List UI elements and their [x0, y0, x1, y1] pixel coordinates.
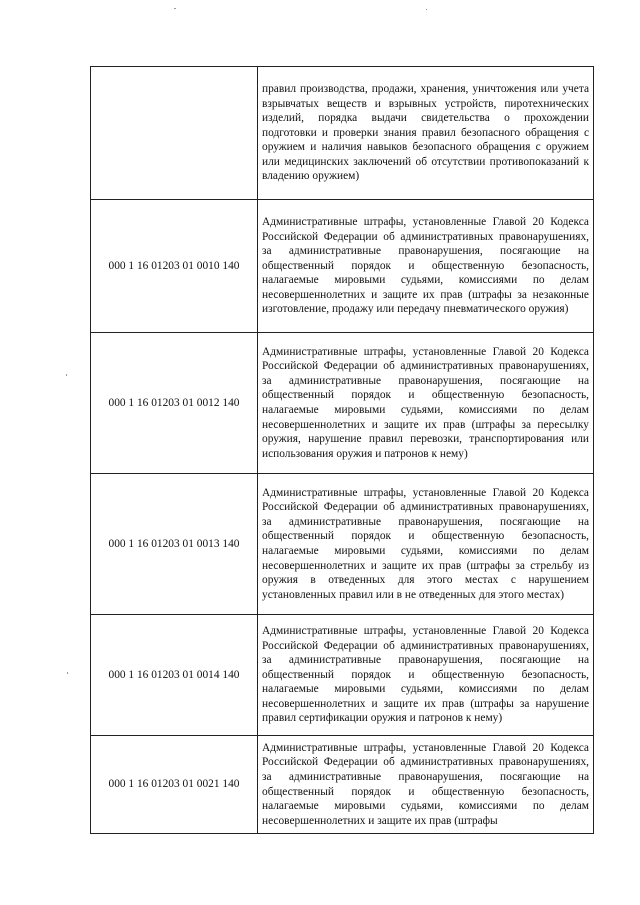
description-cell: Административные штрафы, установленные Главой 20 Кодекса Российской Федерации об административных правонарушениях, за административные правонарушения, посягающие на общественный порядок и общественную безопасность, налагаемые мировыми судьями, комиссиями по делам несовершеннолетних и защите их прав (штрафы за пересылку оружия, нарушение правил перевозки, транспортирования или использования оружия и патронов к нему) [258, 333, 594, 474]
scan-speck [66, 374, 67, 376]
scan-speck [67, 672, 68, 674]
budget-code-cell [91, 67, 258, 200]
scan-speck [174, 8, 176, 9]
budget-code-cell: 000 1 16 01203 01 0014 140 [91, 615, 258, 736]
table-row [91, 615, 594, 736]
table-row [91, 67, 594, 200]
description-cell: правил производства, продажи, хранения, уничтожения или учета взрывчатых веществ и взрывных устройств, пиротехнических изделий, порядка выдачи свидетельства о прохождении подготовки и проверки знания правил безопасного обращения с оружием и наличия навыков безопасного обращения с оружием или медицинских заключений об отсутствии противопоказаний к владению оружием) [258, 67, 594, 200]
description-cell: Административные штрафы, установленные Главой 20 Кодекса Российской Федерации об административных правонарушениях, за административные правонарушения, посягающие на общественный порядок и общественную безопасность, налагаемые мировыми судьями, комиссиями по делам несовершеннолетних и защите их прав (штрафы [258, 736, 594, 834]
budget-code-cell: 000 1 16 01203 01 0013 140 [91, 474, 258, 615]
description-cell: Административные штрафы, установленные Главой 20 Кодекса Российской Федерации об административных правонарушениях, за административные правонарушения, посягающие на общественный порядок и общественную безопасность, налагаемые мировыми судьями, комиссиями по делам несовершеннолетних и защите их прав (штрафы за незаконные изготовление, продажу или передачу пневматического оружия) [258, 200, 594, 333]
budget-code-cell: 000 1 16 01203 01 0021 140 [91, 736, 258, 834]
budget-codes-table [90, 66, 594, 834]
description-cell: Административные штрафы, установленные Главой 20 Кодекса Российской Федерации об административных правонарушениях, за административные правонарушения, посягающие на общественный порядок и общественную безопасность, налагаемые мировыми судьями, комиссиями по делам несовершеннолетних и защите их прав (штрафы за стрельбу из оружия в отведенных для этого местах с нарушением установленных правил или в не отведенных для этого местах) [258, 474, 594, 615]
budget-code-cell: 000 1 16 01203 01 0010 140 [91, 200, 258, 333]
description-cell: Административные штрафы, установленные Главой 20 Кодекса Российской Федерации об административных правонарушениях, за административные правонарушения, посягающие на общественный порядок и общественную безопасность, налагаемые мировыми судьями, комиссиями по делам несовершеннолетних и защите их прав (штрафы за нарушение правил сертификации оружия и патронов к нему) [258, 615, 594, 736]
table-row [91, 736, 594, 834]
scan-speck [426, 9, 427, 10]
table-row [91, 333, 594, 474]
table-row [91, 474, 594, 615]
budget-code-cell: 000 1 16 01203 01 0012 140 [91, 333, 258, 474]
table-row [91, 200, 594, 333]
